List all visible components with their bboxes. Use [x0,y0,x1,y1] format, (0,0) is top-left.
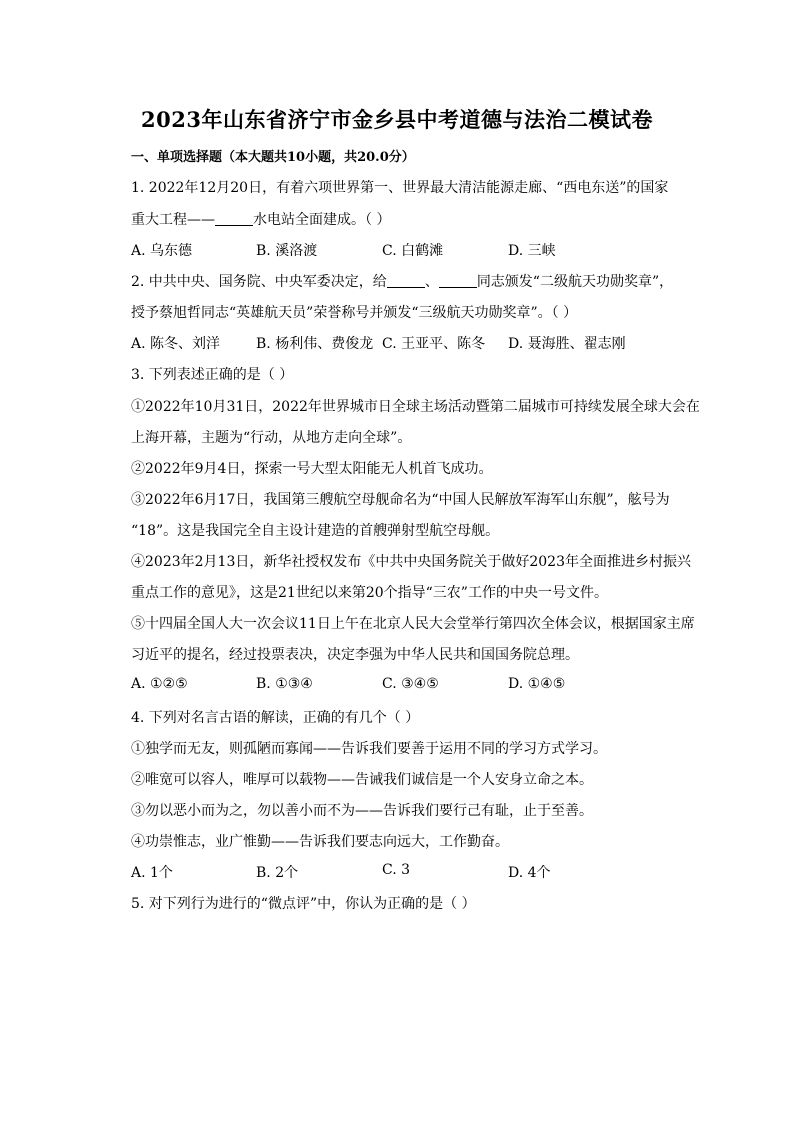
q2-line-2: 授予蔡旭哲同志“英雄航天员”荣誉称号并颁发“三级航天功勋奖章”。（ ） [131,305,578,321]
q5-stem: 5. 对下列行为进行的“微点评”中，你认为正确的是（ ） [131,896,476,912]
q2-blank-1 [387,275,425,288]
q3-statement-line: 习近平的提名，经过投票表决，决定李强为中华人民共和国国务院总理。 [131,647,579,663]
q4-statement-line: ②唯宽可以容人，唯厚可以载物——告诫我们诚信是一个人安身立命之本。 [131,772,593,788]
page-title: 2023年山东省济宁市金乡县中考道德与法治二模试卷 [141,107,653,132]
q1-blank [215,213,253,226]
q3-stem: 3. 下列表述正确的是（ ） [131,367,294,383]
q4-statement-line: ③勿以恶小而为之，勿以善小而不为——告诉我们要行己有耻，止于至善。 [131,803,593,819]
q4-statement-line: ④功崇惟志，业广惟勤——告诉我们要志向远大，工作勤奋。 [131,834,509,850]
q2-line-1 [131,271,673,291]
q1-line-2-text-a: 重大工程—— [131,212,215,228]
q3-option-a: A. ①②⑤ [131,676,188,692]
q4-option-a: A. 1个 [131,865,173,881]
q2-blank-2 [439,275,477,288]
q3-statement-line: 上海开幕，主题为“行动，从地方走向全球”。 [131,430,412,446]
q2-option-b: B. 杨利伟、费俊龙 [256,336,374,352]
q3-statement-line: “18”。这是我国完全自主设计建造的首艘弹射型航空母舰。 [131,523,500,539]
q4-option-c: C. 3 [382,862,411,878]
q3-statement-line: ⑤十四届全国人大一次会议11日上午在北京人民大会堂举行第四次全体会议，根据国家主席 [131,616,695,632]
q3-statement-line: ①2022年10月31日，2022年世界城市日全球主场活动暨第二届城市可持续发展全球大会在 [131,399,700,415]
q2-line-1-text-c: 同志颁发“二级航天功勋奖章”， [476,274,674,290]
q4-stem: 4. 下列对名言古语的解读，正确的有几个（ ） [131,710,420,726]
q2-option-c: C. 王亚平、陈冬 [382,336,486,352]
q1-option-c: C. 白鹤滩 [382,243,444,259]
q3-option-b: B. ①③④ [256,676,313,692]
q2-line-1-text-a: 2. 中共中央、国务院、中央军委决定，给 [131,274,387,290]
q1-option-b: B. 溪洛渡 [256,243,318,259]
q3-option-d: D. ①④⑤ [508,676,566,692]
q4-option-d: D. 4个 [508,865,551,881]
q4-statement-line: ①独学而无友，则孤陋而寡闻——告诉我们要善于运用不同的学习方式学习。 [131,741,607,757]
q2-option-d: D. 聂海胜、翟志刚 [508,336,626,352]
q3-option-c: C. ③④⑤ [382,676,439,692]
q3-statement-line: ③2022年6月17日，我国第三艘航空母舰命名为“中国人民解放军海军山东舰”，舷号为 [131,492,670,508]
q1-line-1: 1. 2022年12月20日，有着六项世界第一、世界最大清洁能源走廊、“西电东送”的国家 [131,180,669,196]
q3-statement-line: ②2022年9月4日，探索一号大型太阳能无人机首飞成功。 [131,461,493,477]
q4-option-b: B. 2个 [256,865,299,881]
q1-option-d: D. 三峡 [508,243,556,259]
q3-statement-line: ④2023年2月13日，新华社授权发布《中共中央国务院关于做好2023年全面推进乡村振兴 [131,554,691,570]
section-header: 一、单项选择题（本大题共10小题，共20.0分） [131,150,415,165]
q1-line-2 [131,209,390,229]
q1-option-a: A. 乌东德 [131,243,193,259]
q2-line-1-text-b: 、 [424,274,439,290]
q1-line-2-text-b: 水电站全面建成。（ ） [253,212,391,228]
q3-statement-line: 重点工作的意见》，这是21世纪以来第20个指导“三农”工作的中央一号文件。 [131,585,608,601]
q2-option-a: A. 陈冬、刘洋 [131,336,221,352]
